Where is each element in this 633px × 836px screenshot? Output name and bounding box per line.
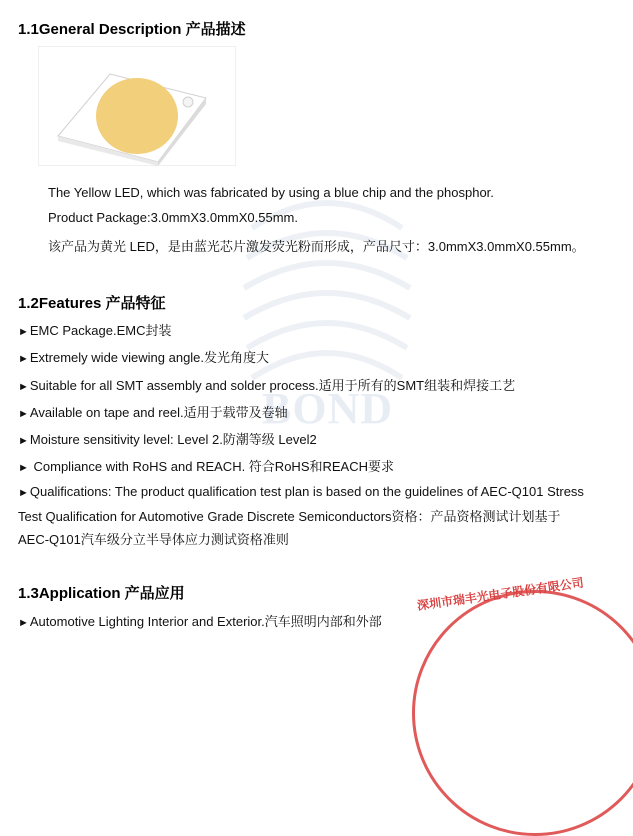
led-yellow-phosphor [96, 78, 178, 154]
feature-item: ►Moisture sensitivity level: Level 2.防潮等级 Level2 [18, 432, 317, 447]
feature-item: ►EMC Package.EMC封装 [18, 323, 172, 338]
description-line-2: Product Package:3.0mmX3.0mmX0.55mm. [48, 210, 298, 225]
section-heading-general-description: 1.1General Description 产品描述 [18, 21, 246, 38]
bullet-arrow-icon: ► [18, 435, 29, 447]
led-product-image [38, 46, 236, 166]
description-line-1: The Yellow LED, which was fabricated by using a blue chip and the phosphor. [48, 185, 494, 200]
bullet-arrow-icon: ► [18, 617, 29, 629]
watermark-text: BOND [262, 384, 394, 433]
bullet-arrow-icon: ► [18, 326, 29, 338]
bullet-arrow-icon: ► [18, 408, 29, 420]
qualification-line-3: AEC-Q101汽车级分立半导体应力测试资格准则 [18, 532, 289, 547]
company-seal-text: 深圳市瑞丰光电子股份有限公司 [416, 575, 585, 613]
feature-item: ► Compliance with RoHS and REACH. 符合RoHS和REACH要求 [18, 459, 394, 474]
application-item: ►Automotive Lighting Interior and Exterior.汽车照明内部和外部 [18, 614, 382, 629]
qualification-line-2: Test Qualification for Automotive Grade Discrete Semiconductors资格：产品资格测试计划基于 [18, 509, 561, 524]
section-heading-features: 1.2Features 产品特征 [18, 295, 166, 312]
bullet-arrow-icon: ► [18, 381, 29, 393]
description-line-3: 该产品为黄光 LED，是由蓝光芯片激发荧光粉而形成，产品尺寸：3.0mmX3.0mmX0.55mm。 [48, 239, 585, 254]
bullet-arrow-icon: ► [18, 462, 29, 474]
feature-item: ►Extremely wide viewing angle.发光角度大 [18, 350, 270, 365]
bullet-arrow-icon: ► [18, 353, 29, 365]
section-heading-application: 1.3Application 产品应用 [18, 585, 185, 602]
bullet-arrow-icon: ► [18, 487, 29, 499]
company-seal-stamp [412, 590, 633, 836]
feature-item: ►Suitable for all SMT assembly and solder process.适用于所有的SMT组装和焊接工艺 [18, 378, 516, 393]
feature-item: ►Available on tape and reel.适用于载带及卷轴 [18, 405, 288, 420]
qualification-line-1: ►Qualifications: The product qualification test plan is based on the guidelines of AEC-Q101 Stress [18, 484, 584, 499]
